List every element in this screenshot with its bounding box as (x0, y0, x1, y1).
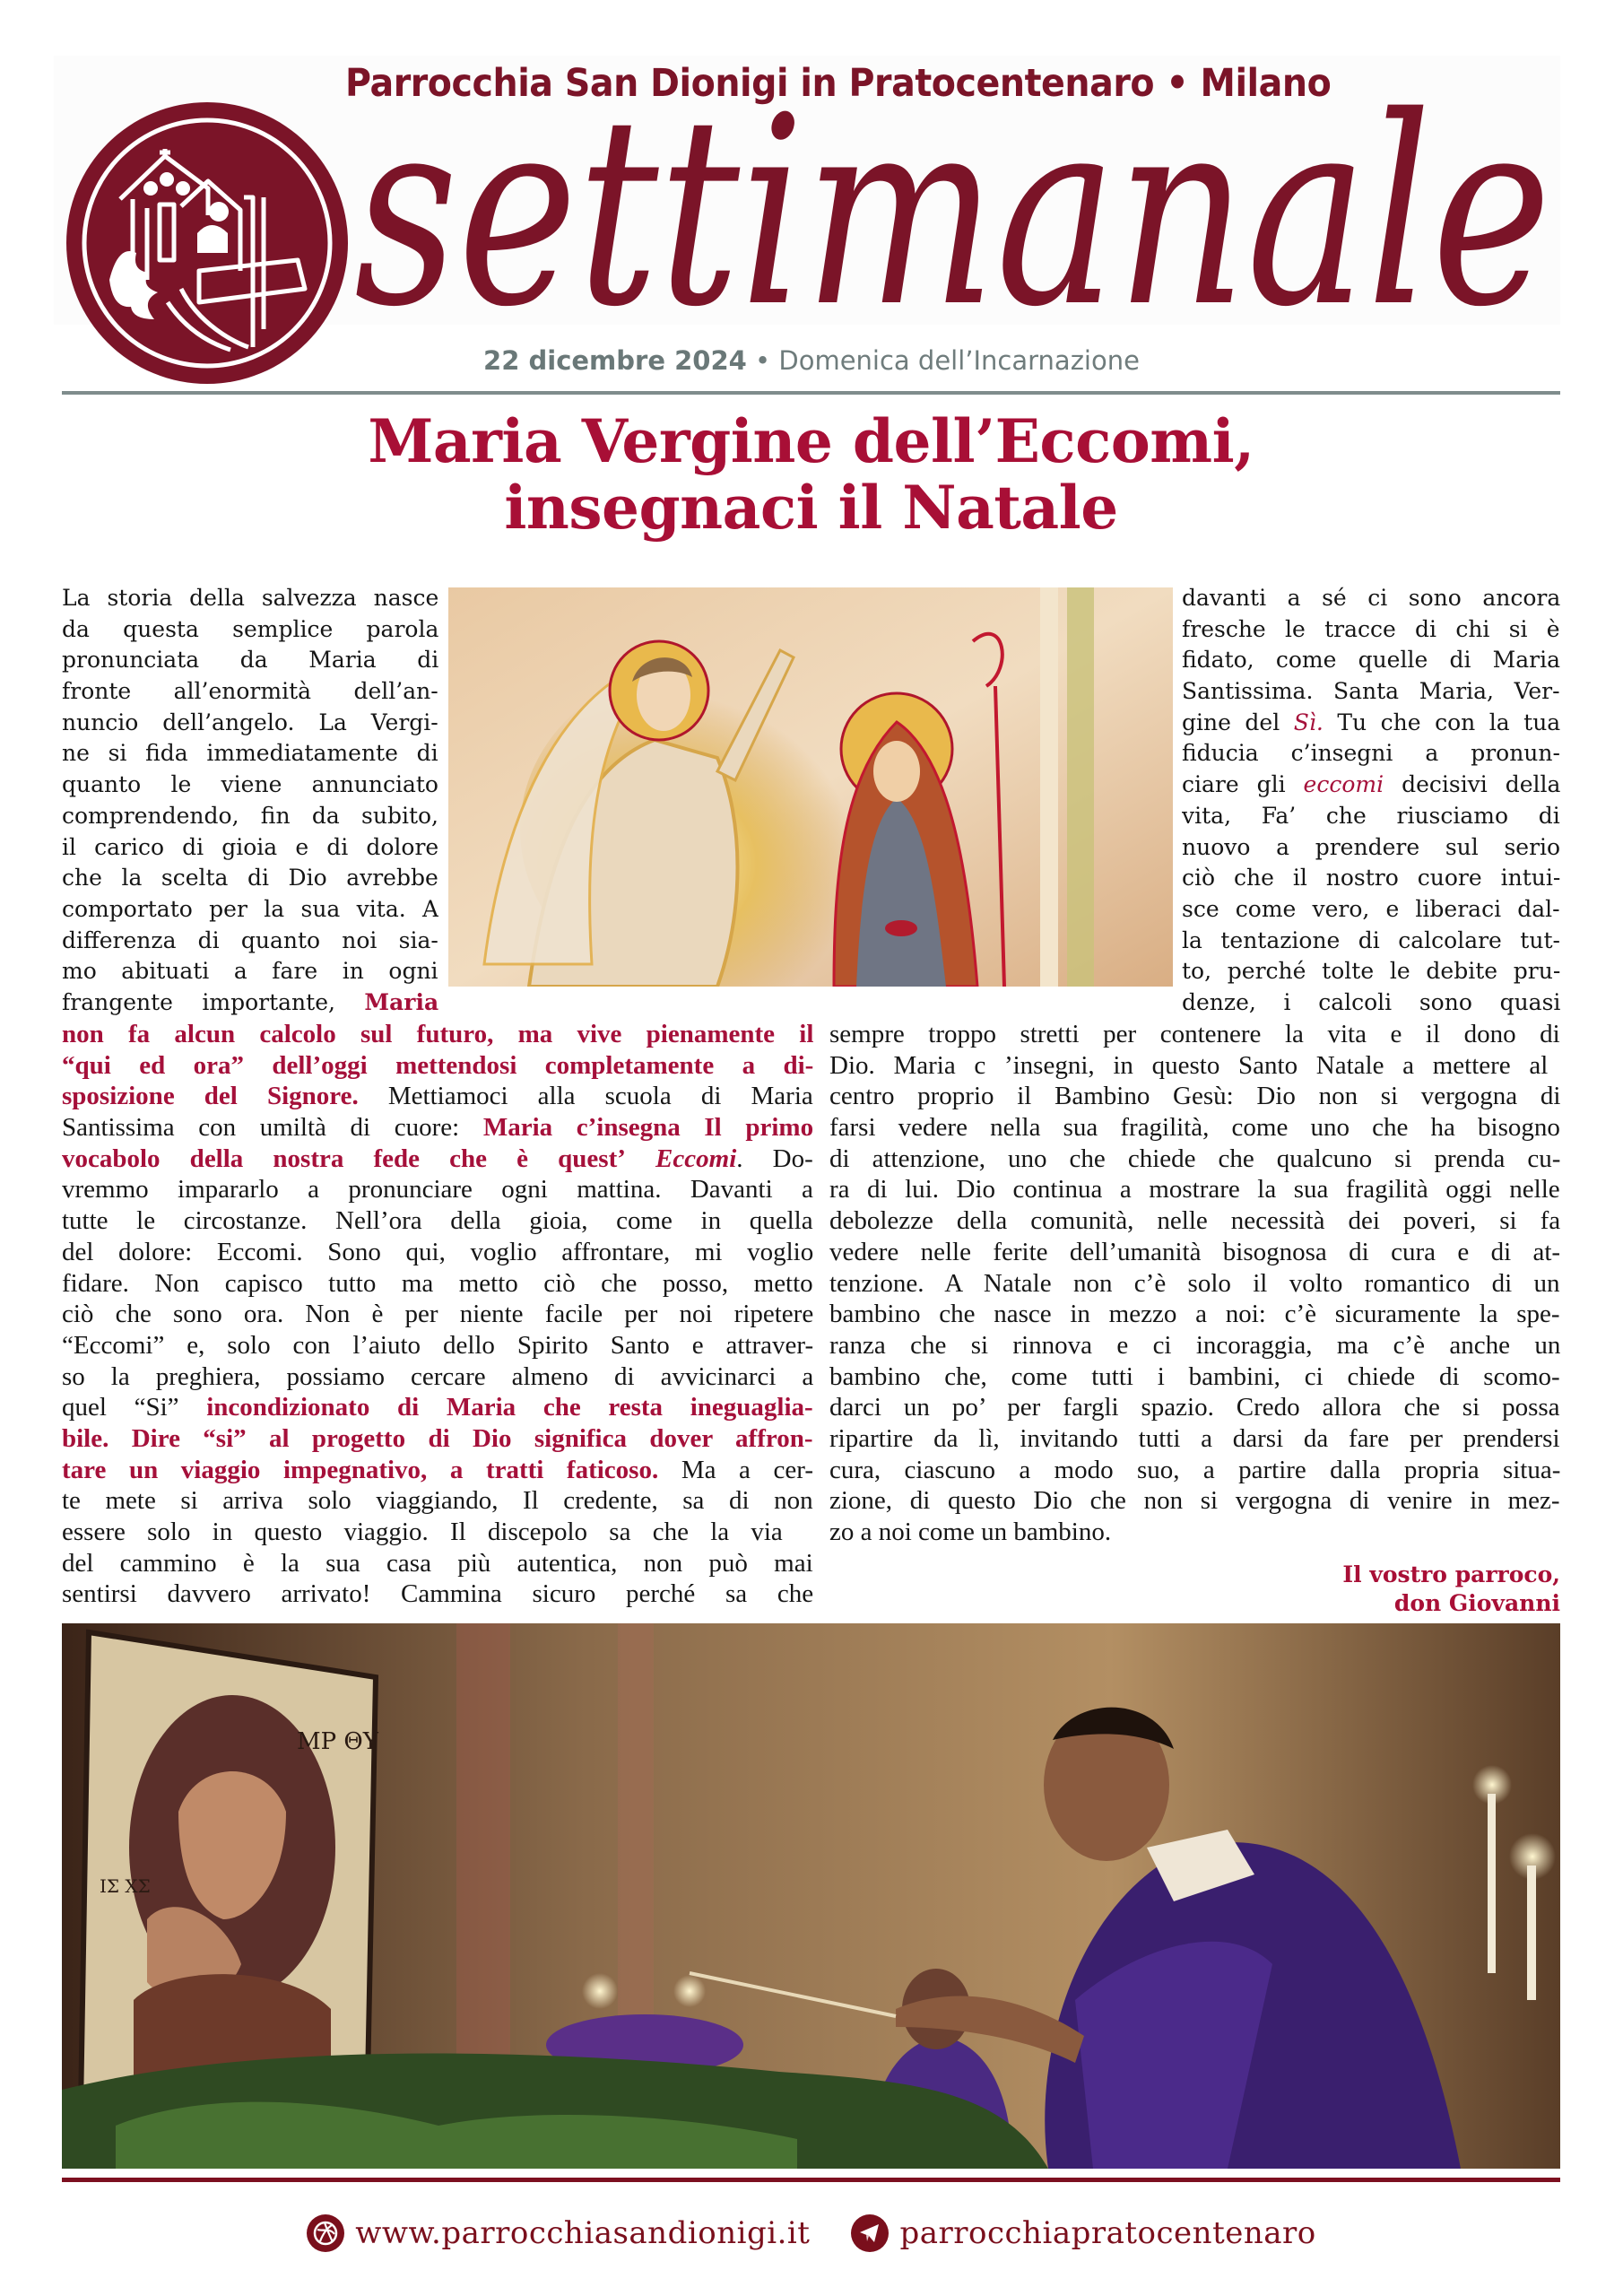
body-line: zo a noi come un bambino. (829, 1518, 1112, 1546)
body-line: ranza che si rinnova e ci incoraggia, ma c’è anche un (829, 1330, 1560, 1360)
body-line: fronte all’enormità dell’an- (62, 678, 438, 705)
icon-inscription-left: ΙΣ ΧΣ (100, 1875, 151, 1897)
body-line: ne si fida immediatamente di (62, 740, 438, 767)
body-line: ciò che sono ora. Non è per niente facile per noi ripetere (62, 1300, 813, 1329)
body-line: te mete si arriva solo viaggiando, Il credente, sa di non (62, 1486, 813, 1516)
body-line: denze, i calcoli sono quasi (1182, 988, 1560, 1015)
body-line: sentirsi davvero arrivato! Cammina sicuro perché sa che (62, 1579, 813, 1609)
issue-dateline (0, 345, 1623, 376)
body-line: del dolore: Eccomi. Sono qui, voglio affrontare, mi voglio (62, 1237, 813, 1266)
parish-name: Parrocchia San Dionigi in Pratocentenaro • Milano (345, 61, 1332, 106)
church-logo-icon (65, 100, 350, 386)
article-title (62, 408, 1560, 541)
body-line: sempre troppo stretti per contenere la vita e il dono di (829, 1020, 1560, 1048)
title-line-1: Maria Vergine dell’Eccomi, (368, 406, 1254, 476)
website-link[interactable] (307, 2214, 810, 2252)
body-line: sce come vero, e liberaci dal- (1182, 895, 1560, 922)
signature-role: Il vostro parroco, (1342, 1561, 1560, 1587)
body-text: Santissima con umiltà di cuore: (62, 1113, 460, 1143)
body-line: mo abituati a fare in ogni (62, 958, 438, 985)
body-line: del cammino è la sua casa più autentica, non può mai (62, 1548, 813, 1578)
body-line: la tentazione di calcolare tut- (1182, 926, 1560, 953)
footer-divider (62, 2178, 1560, 2182)
body-text: decisivi della (1402, 771, 1560, 798)
body-text: . Do- (736, 1144, 813, 1173)
body-line (62, 1392, 813, 1423)
parish-logo (65, 100, 350, 386)
body-line: so la preghiera, possiamo cercare almeno di avvicinarci a (62, 1361, 813, 1391)
highlight-text: incondizionato di Maria che resta ineguaglia- (206, 1393, 813, 1422)
article-body-left-narrow (62, 583, 438, 1019)
highlight-line: bile. Dire “si” al progetto di Dio significa dover affron- (62, 1423, 813, 1453)
body-line: “Eccomi” e, solo con l’aiuto dello Spirito Santo e attraver- (62, 1330, 813, 1360)
body-line: di attenzione, uno che chiede che qualcuno si prenda cu- (829, 1144, 1560, 1173)
highlight-text: vocabolo della nostra fede che è quest’ (62, 1144, 626, 1173)
body-line (62, 1455, 813, 1486)
body-text: Tu che con la tua (1337, 709, 1560, 735)
highlight-text: Maria c’insegna Il primo (482, 1113, 813, 1143)
telegram-icon (851, 2214, 889, 2252)
highlight-line: “qui ed ora” dell’oggi mettendosi completamente a di- (62, 1050, 813, 1080)
body-line: ciò che il nostro cuore intui- (1182, 865, 1560, 891)
body-line (1182, 770, 1560, 801)
body-line: tutte le circostanze. Nell’ora della gioia, come in quella (62, 1206, 813, 1236)
body-line: Dio. Maria c ’insegni, in questo Santo Natale a mettere al (829, 1050, 1549, 1080)
body-line: vedere nelle ferite dell’umanità bisognosa di cura e di at- (829, 1237, 1560, 1266)
body-line: zione, di questo Dio che non si vergogna di venire in mez- (829, 1486, 1560, 1516)
body-line: ra di lui. Dio continua a mostrare la sua fragilità oggi nelle (829, 1175, 1560, 1205)
brand-text: settimanale (354, 94, 1551, 341)
highlight-line: non fa alcun calcolo sul futuro, ma vive pienamente il (62, 1020, 813, 1048)
body-line: fidato, come quelle di Maria (1182, 647, 1560, 674)
article-signature (1166, 1561, 1560, 1618)
body-text: frangente importante, (62, 988, 335, 1015)
liturgical-occasion: Domenica dell’Incarnazione (778, 345, 1140, 376)
body-line: ripartire da lì, invitando tutti a darsi da fare per prendersi (829, 1423, 1560, 1453)
body-line: da questa semplice parola (62, 615, 438, 642)
footer-links (0, 2208, 1623, 2258)
body-line: Santissima. Santa Maria, Ver- (1182, 678, 1560, 705)
dateline-separator: • (755, 345, 771, 376)
body-line: fresche le tracce di chi si è (1182, 615, 1560, 642)
body-line: nuovo a prendere sul serio (1182, 833, 1560, 860)
title-line-2: insegnaci il Natale (504, 473, 1118, 543)
body-line: to, perché tolte le debite pru- (1182, 958, 1560, 985)
body-line: pronunciata da Maria di (62, 647, 438, 674)
icon-inscription-right: ΜΡ ΘΥ (297, 1728, 378, 1755)
telegram-link[interactable] (851, 2214, 1315, 2252)
body-line: nuncio dell’angelo. La Vergi- (62, 709, 438, 735)
body-line: comprendendo, fin da subito, (62, 802, 438, 829)
body-line: vita, Fa’ che riusciamo di (1182, 802, 1560, 829)
body-line: debolezze della comunità, nelle necessità dei poveri, si fa (829, 1206, 1560, 1236)
highlight-italic-text: Eccomi (655, 1144, 737, 1173)
body-text: Mettiamoci alla scuola di Maria (387, 1082, 813, 1111)
highlight-text: Maria (364, 988, 438, 1015)
body-line: La storia della salvezza nasce (62, 585, 438, 611)
body-line (62, 987, 438, 1019)
body-line: bambino che nasce in mezzo a noi: c’è sicuramente la spe- (829, 1300, 1560, 1329)
highlight-text: sposizione del Signore. (62, 1082, 359, 1111)
body-line (62, 1081, 813, 1112)
body-line: davanti a sé ci sono ancora (1182, 585, 1560, 611)
body-line: che la scelta di Dio avrebbe (62, 865, 438, 891)
body-line: vremmo impararlo a pronunciare ogni mattina. Davanti a (62, 1175, 813, 1205)
globe-icon (307, 2214, 344, 2252)
body-line: il carico di gioia e di dolore (62, 833, 438, 860)
body-text: quel “Si” (62, 1393, 179, 1422)
signature-name: don Giovanni (1393, 1590, 1560, 1616)
article-body-right-narrow (1182, 583, 1560, 1019)
brand-wordmark (354, 94, 1560, 341)
advent-candle-photo (62, 1623, 1560, 2169)
body-line: bambino che, come tutti i bambini, ci chiede di scomo- (829, 1361, 1560, 1391)
body-text: gine del (1182, 709, 1280, 735)
article-body-right-wide (829, 1019, 1560, 1548)
body-line (62, 1112, 813, 1144)
body-line: tenzione. A Natale non c’è solo il volto romantico di un (829, 1268, 1560, 1298)
body-line: cura, ciascuno a modo suo, a partire dalla propria situa- (829, 1455, 1560, 1484)
article-body-left-wide (62, 1019, 813, 1610)
body-line: differenza di quanto noi sia- (62, 926, 438, 953)
body-line: centro proprio il Bambino Gesù: Dio non si vergogna di (829, 1082, 1560, 1111)
body-line: darci un po’ per fargli spazio. Credo allora che si possa (829, 1393, 1560, 1422)
body-text: Ma a cer- (681, 1455, 813, 1484)
body-line: fidare. Non capisco tutto ma metto ciò che posso, metto (62, 1268, 813, 1298)
highlight-italic-text: eccomi (1303, 771, 1384, 798)
telegram-handle[interactable]: parrocchiapratocentenaro (899, 2215, 1316, 2251)
body-line: comportato per la sua vita. A (62, 895, 438, 922)
highlight-italic-text: Sì. (1293, 709, 1324, 735)
issue-date: 22 dicembre 2024 (483, 345, 747, 376)
annunciation-mosaic-image (448, 587, 1173, 987)
body-line (1182, 708, 1560, 739)
header-divider (62, 391, 1560, 395)
body-text: ciare gli (1182, 771, 1286, 798)
body-line: essere solo in questo viaggio. Il discepolo sa che la via (62, 1518, 783, 1546)
body-line: farsi vedere nella sua fragilità, come uno che ha bisogno (829, 1113, 1560, 1143)
highlight-text: tare un viaggio impegnativo, a tratti faticoso. (62, 1455, 659, 1484)
body-line: quanto le viene annunciato (62, 771, 438, 798)
website-url[interactable]: www.parrocchiasandionigi.it (355, 2215, 811, 2251)
body-line (62, 1144, 813, 1175)
body-line: fiducia c’insegni a pronun- (1182, 740, 1560, 767)
